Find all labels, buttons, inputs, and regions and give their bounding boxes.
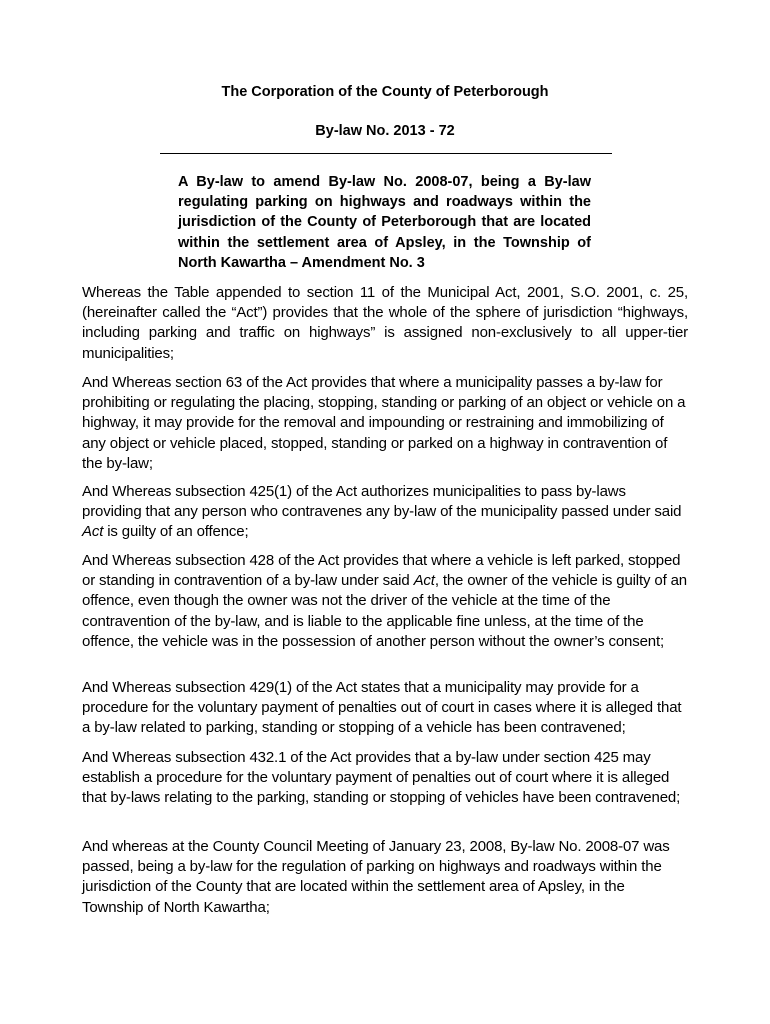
paragraph-whereas-council-meeting: And whereas at the County Council Meeting of January 23, 2008, By-law No. 2008-07 was passed, being a by-law for the regulation of parking on highways and roadways within the jurisdiction of the County that are located within the settlement area of Apsley, in the Township of North Kawartha; [82, 838, 670, 916]
paragraph-whereas-subsection-432: And Whereas subsection 432.1 of the Act provides that a by-law under section 425 may establish a procedure for the voluntary payment of penalties out of court where it is alleged that by-laws relating to the parking, standing or stopping of vehicles have been contravened; [82, 749, 681, 807]
bylaw-heading: A By-law to amend By-law No. 2008-07, being a By-law regulating parking on highways and roadways within the jurisdiction of the County of Peterborough that are located within the settlement area of Apsley, in the Township of North Kawartha – Amendment No. 3 [178, 174, 591, 271]
paragraph-whereas-section-63: And Whereas section 63 of the Act provides that where a municipality passes a by-law for prohibiting or regulating the placing, stopping, standing or parking of an object or vehicle on a highway, it may provide for the removal and impounding or restraining and immobilizing of any object or vehicle placed, stopped, standing or parked on a highway in contravention of the by-law; [82, 374, 686, 472]
paragraph-text: is guilty of an offence; [103, 523, 249, 541]
paragraph-whereas-table: Whereas the Table appended to section 11 of the Municipal Act, 2001, S.O. 2001, c. 25, (hereinafter called the “Act”) provides that the whole of the sphere of jurisdiction “highways, including parking and traffic on highways” is assigned non-exclusively to all upper-tier municipalities; [82, 284, 688, 362]
bylaw-number: By-law No. 2013 - 72 [315, 123, 455, 139]
paragraph-whereas-subsection-429: And Whereas subsection 429(1) of the Act states that a municipality may provide for a procedure for the voluntary payment of penalties out of court in cases where it is alleged that a by-law related to parking, standing or stopping of a vehicle has been contravened; [82, 679, 682, 737]
title-divider [160, 153, 612, 154]
paragraph-whereas-subsection-428 [82, 551, 688, 652]
organization-title: The Corporation of the County of Peterborough [221, 84, 549, 100]
paragraph-text: And Whereas subsection 425(1) of the Act authorizes municipalities to pass by-laws providing that any person who contravenes any by-law of the municipality passed under said [82, 483, 682, 521]
paragraph-text: And Whereas subsection 428 of the Act provides that where a vehicle is left parked, stopped or standing in contravention of a by-law under said [82, 552, 681, 590]
paragraph-text: , the owner of the vehicle is guilty of an offence, even though the owner was not the driver of the vehicle at the time of the contravention of the by-law, and is liable to the applicable fine unless, at the time of the offence, the vehicle was in the possession of another person without the owner’s consent; [82, 572, 687, 650]
italic-act: Act [413, 572, 435, 590]
paragraph-whereas-subsection-425 [82, 482, 688, 543]
italic-act: Act [82, 523, 104, 541]
